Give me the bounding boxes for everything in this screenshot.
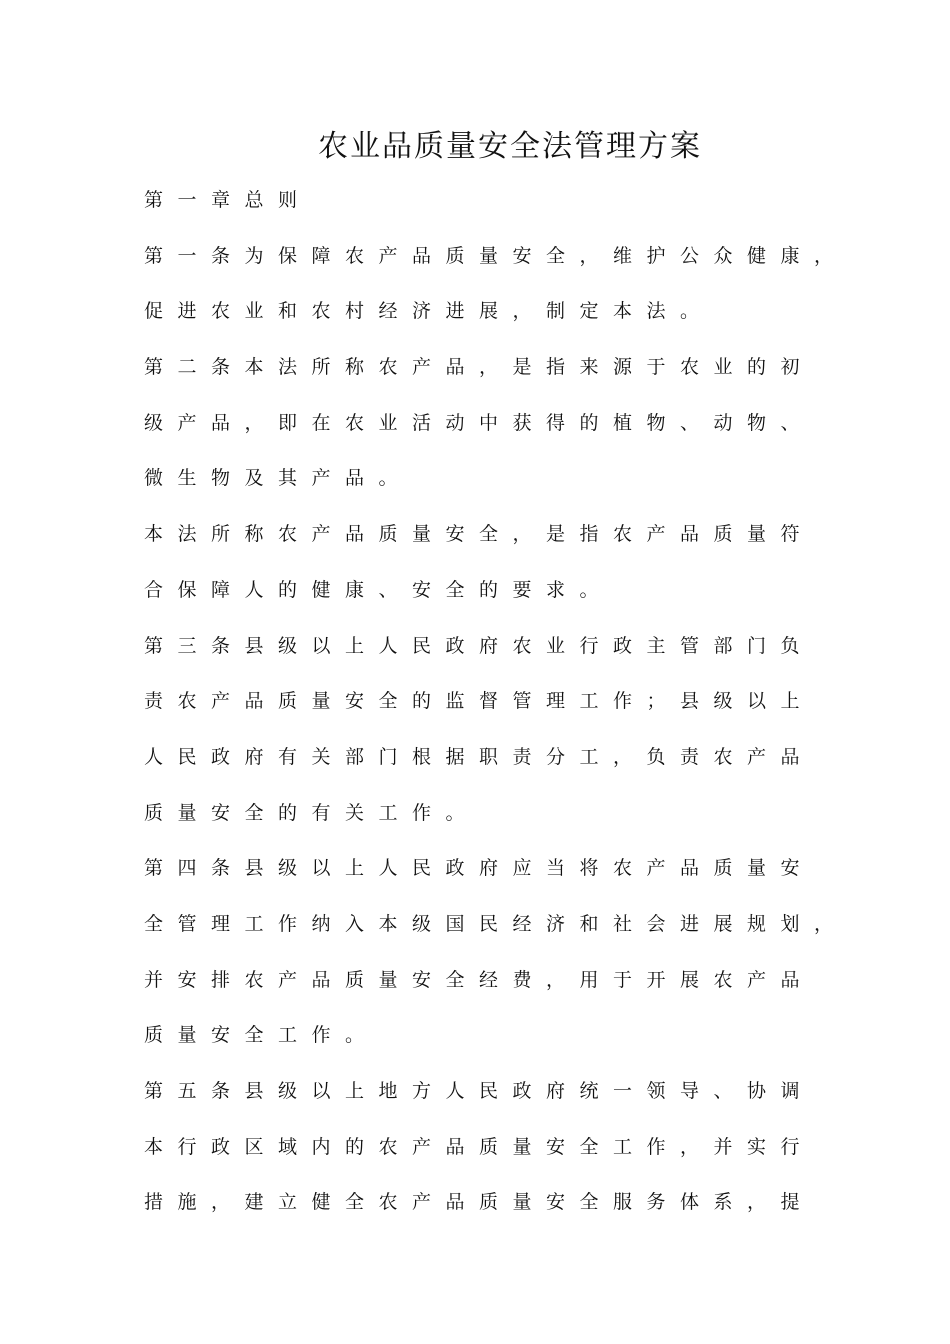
text-line: 第二条本法所称农产品，是指来源于农业的初	[144, 356, 815, 379]
text-line: 质量安全工作。	[144, 1024, 379, 1047]
text-line: 并安排农产品质量安全经费，用于开展农产品	[144, 968, 815, 991]
text-line: 级产品，即在农业活动中获得的植物、动物、	[144, 411, 815, 434]
text-line: 本行政区域内的农产品质量安全工作，并实行	[144, 1135, 815, 1158]
text-line: 本法所称农产品质量安全，是指农产品质量符	[144, 523, 815, 546]
document-body	[144, 173, 848, 1231]
document-title: 农业品质量安全法管理方案	[318, 129, 702, 164]
text-line: 人民政府有关部门根据职责分工，负责农产品	[144, 745, 815, 768]
text-line: 全管理工作纳入本级国民经济和社会进展规划，	[144, 912, 848, 935]
text-line: 微生物及其产品。	[144, 467, 413, 490]
text-line: 责农产品质量安全的监督管理工作；县级以上	[144, 690, 815, 713]
text-line: 第四条县级以上人民政府应当将农产品质量安	[144, 857, 815, 880]
text-line: 第三条县级以上人民政府农业行政主管部门负	[144, 634, 815, 657]
text-line: 第一条为保障农产品质量安全，维护公众健康，	[144, 244, 848, 267]
text-line: 第一章总则	[144, 189, 312, 211]
text-line: 合保障人的健康、安全的要求。	[144, 578, 614, 601]
text-line: 质量安全的有关工作。	[144, 801, 480, 824]
text-line: 措施，建立健全农产品质量安全服务体系，提	[144, 1191, 815, 1214]
text-line: 第五条县级以上地方人民政府统一领导、协调	[144, 1080, 815, 1102]
text-line: 促进农业和农村经济进展，制定本法。	[144, 300, 714, 323]
